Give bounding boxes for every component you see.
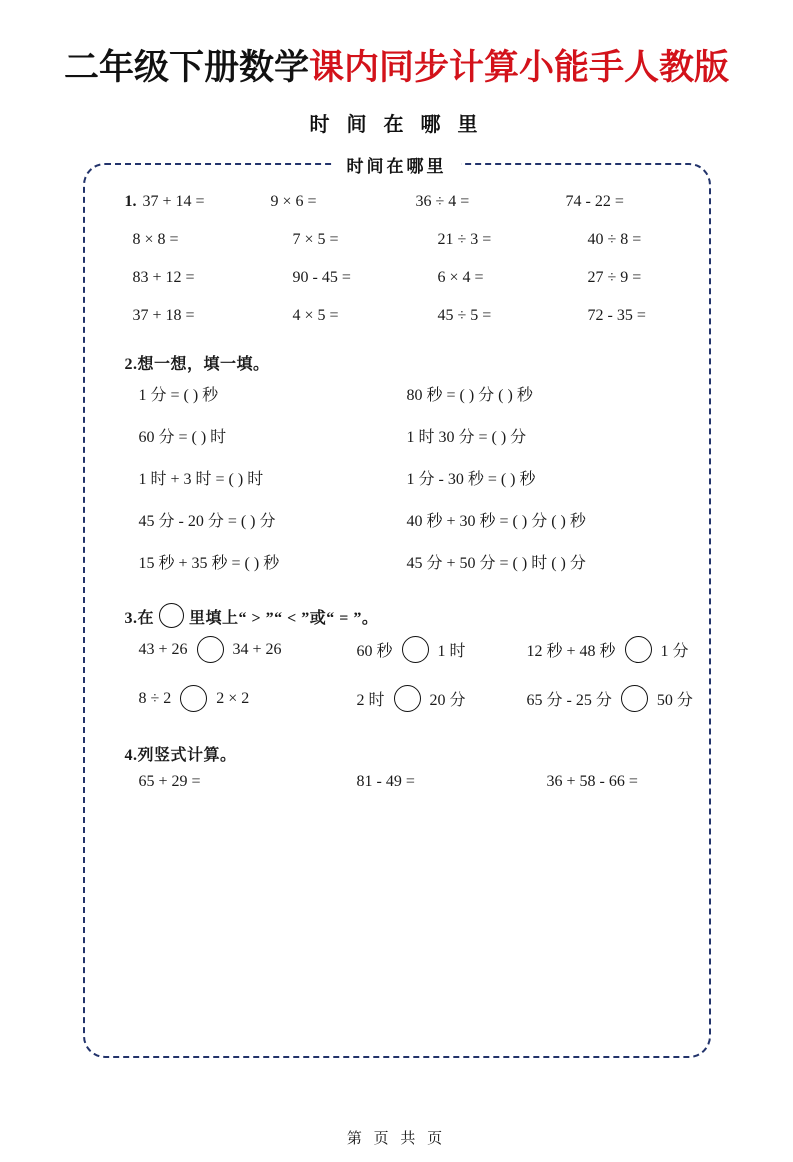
section-2-number: 2. — [124, 356, 138, 373]
section-2-heading-text: 想一想，填一填。 — [137, 356, 270, 373]
problem-text: 37 + 14 = — [142, 193, 205, 210]
fill-blank-item[interactable]: 45 分 - 20 分 = ( ) 分 — [138, 513, 276, 530]
compare-item[interactable] — [139, 685, 357, 712]
section-3 — [111, 603, 693, 712]
problem-cell: 90 - 45 = — [292, 269, 351, 286]
compare-item[interactable] — [527, 636, 693, 663]
fill-blank-item[interactable]: 15 秒 + 35 秒 = ( ) 秒 — [138, 555, 280, 572]
compare-left: 60 秒 — [356, 643, 393, 660]
problem-cell[interactable]: 65 + 29 = — [138, 773, 201, 790]
fill-blank-item[interactable]: 40 秒 + 30 秒 = ( ) 分 ( ) 秒 — [406, 513, 586, 530]
problem-cell: 8 × 8 = — [132, 231, 179, 248]
problem-cell: 72 - 35 = — [587, 307, 646, 324]
section-4-heading-text: 列竖式计算。 — [137, 747, 237, 764]
section-3-number: 3. — [124, 610, 138, 627]
problem-cell: 37 + 18 = — [132, 307, 195, 324]
compare-right: 2 × 2 — [216, 689, 250, 707]
problem-cell: 7 × 5 = — [292, 231, 339, 248]
worksheet-container — [83, 157, 711, 1058]
compare-item[interactable] — [357, 636, 527, 663]
fill-blank-item[interactable]: 1 分 = ( ) 秒 — [138, 387, 219, 404]
compare-left: 8 ÷ 2 — [138, 689, 172, 707]
problem-cell: 4 × 5 = — [292, 307, 339, 324]
fill-blank-item[interactable]: 45 分 + 50 分 = ( ) 时 ( ) 分 — [406, 555, 586, 572]
problem-cell: 27 ÷ 9 = — [587, 269, 642, 286]
circle-icon — [159, 603, 184, 628]
page-banner — [0, 40, 793, 90]
compare-circle[interactable] — [394, 685, 421, 712]
banner-red-text: 课内同步计算小能手人教版 — [309, 48, 730, 87]
section-4-heading — [125, 742, 683, 765]
section-1-number: 1. — [124, 193, 137, 210]
compare-right: 50 分 — [656, 692, 693, 709]
problem-cell — [111, 193, 271, 211]
problem-cell[interactable]: 81 - 49 = — [356, 773, 415, 790]
fill-blank-item[interactable]: 1 时 + 3 时 = ( ) 时 — [138, 471, 264, 488]
compare-circle[interactable] — [180, 685, 207, 712]
compare-left: 43 + 26 — [138, 640, 188, 658]
section-4-grid — [139, 773, 683, 791]
compare-right: 1 分 — [660, 643, 689, 660]
section-2 — [111, 351, 683, 573]
problem-cell: 83 + 12 = — [132, 269, 195, 286]
problem-cell: 6 × 4 = — [437, 269, 484, 286]
fill-blank-item[interactable]: 1 时 30 分 = ( ) 分 — [406, 429, 527, 446]
compare-item[interactable] — [139, 636, 357, 663]
problem-cell: 21 ÷ 3 = — [437, 231, 492, 248]
section-1-grid — [133, 231, 683, 325]
section-4-number: 4. — [124, 747, 138, 764]
sheet-title: 时间在哪里 — [333, 152, 461, 177]
problem-cell[interactable]: 36 + 58 - 66 = — [546, 773, 638, 790]
problem-cell: 45 ÷ 5 = — [437, 307, 492, 324]
compare-right: 1 时 — [437, 643, 466, 660]
compare-left: 65 分 - 25 分 — [526, 692, 612, 709]
compare-circle[interactable] — [621, 685, 648, 712]
compare-left: 2 时 — [356, 692, 385, 709]
banner-black-text: 二年级下册数学 — [63, 48, 309, 87]
section-2-heading — [125, 351, 683, 374]
problem-cell: 74 - 22 = — [565, 193, 624, 210]
section-1 — [111, 193, 683, 325]
compare-circle[interactable] — [197, 636, 224, 663]
section-3-heading — [125, 603, 683, 628]
compare-item[interactable] — [527, 685, 693, 712]
page-subtitle: 时 间 在 哪 里 — [309, 114, 484, 136]
fill-blank-item[interactable]: 60 分 = ( ) 时 — [138, 429, 227, 446]
compare-circle[interactable] — [402, 636, 429, 663]
worksheet-page — [0, 40, 793, 1162]
compare-right: 20 分 — [429, 692, 466, 709]
section-4 — [111, 742, 683, 791]
fill-blank-item[interactable]: 1 分 - 30 秒 = ( ) 秒 — [406, 471, 536, 488]
compare-right: 34 + 26 — [232, 640, 282, 658]
compare-left: 12 秒 + 48 秒 — [526, 643, 616, 660]
compare-circle[interactable] — [625, 636, 652, 663]
section-3-heading-before: 在 — [137, 610, 155, 627]
page-footer: 第 页 共 页 — [346, 1131, 447, 1147]
dashed-sheet — [83, 157, 711, 1058]
section-3-heading-after: 里填上“ > ”“ < ”或“ = ”。 — [189, 610, 379, 627]
section-3-grid — [138, 636, 693, 712]
section-1-row-1 — [111, 193, 683, 211]
problem-cell: 9 × 6 = — [270, 193, 317, 210]
problem-cell: 36 ÷ 4 = — [415, 193, 470, 210]
section-2-grid — [139, 382, 683, 573]
compare-item[interactable] — [357, 685, 527, 712]
fill-blank-item[interactable]: 80 秒 = ( ) 分 ( ) 秒 — [406, 387, 533, 404]
problem-cell: 40 ÷ 8 = — [587, 231, 642, 248]
